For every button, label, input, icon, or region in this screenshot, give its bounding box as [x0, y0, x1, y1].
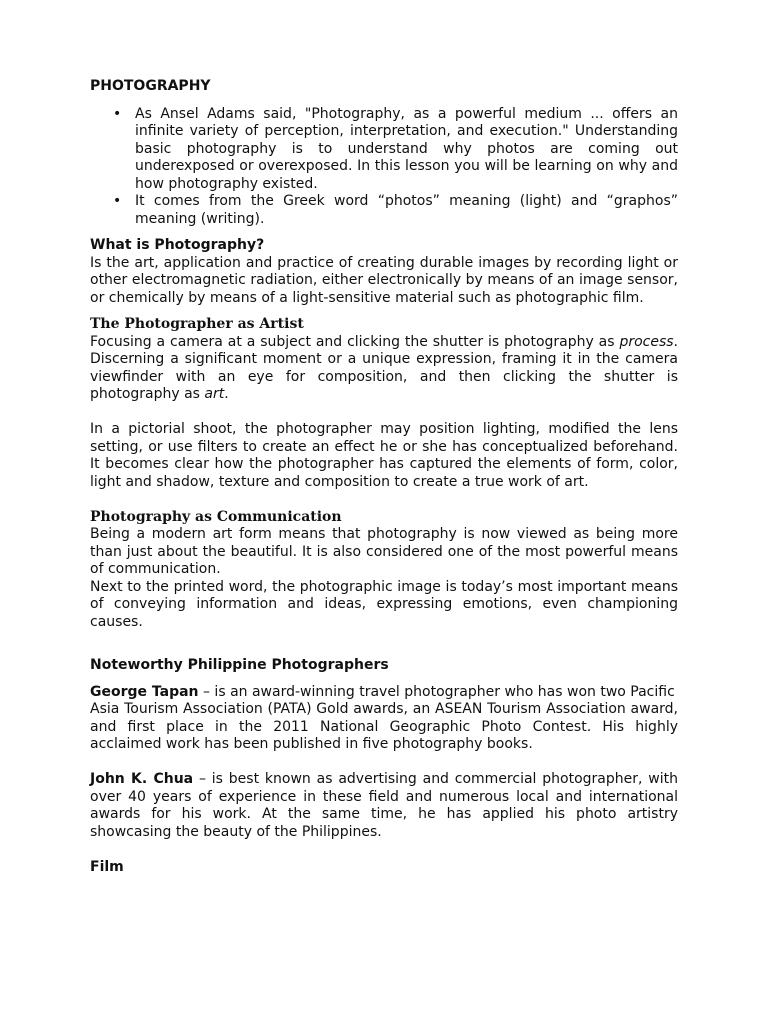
list-item [90, 106, 678, 194]
communication-paragraph-1: Being a modern art form means that photography is now viewed as being more than just about the beautiful. It is also considered one of the most powerful means of communication. [90, 526, 678, 577]
photographer-name: George Tapan [90, 683, 199, 700]
photographers-heading: Noteworthy Philippine Photographers [90, 657, 389, 673]
emphasis-art: art [204, 386, 225, 402]
tapan-line-1: George Tapan – is an award-winning travel photographer who has won two Pacific [90, 683, 675, 700]
what-is-body: Is the art, application and practice of creating durable images by recording light or other electromagnetic radiation, either electronically by means of an image sensor, or chemically by means of a light-sensitive material such as photographic film. [90, 254, 678, 306]
what-is-heading: What is Photography? [90, 237, 265, 253]
communication-paragraph-2: Next to the printed word, the photographic image is today’s most important means of conveying information and ideas, expressing emotions, even championing causes. [90, 578, 678, 630]
chua-paragraph: John K. Chua – is best known as advertising and commercial photographer, with over 40 years of experience in these field and numerous local and international awards for his work. At the same time, he has applied his photo artistry showcasing the beauty of the Philippines. [90, 771, 678, 840]
intro-bullet-list [90, 106, 678, 229]
photographer-name: John K. Chua [90, 771, 194, 787]
bullet-text-1: As Ansel Adams said, "Photography, as a powerful medium ... offers an infinite variety of perception, interpretation, and execution." Understanding basic photography is to understand why photos are coming out underexposed or overexposed. In this lesson you will be learning on why and how photography existed. [135, 105, 678, 192]
list-item [90, 193, 678, 228]
artist-heading: The Photographer as Artist [90, 316, 304, 332]
bullet-icon: • [113, 105, 122, 122]
artist-paragraph-2: In a pictorial shoot, the photographer may position lighting, modified the lens setting, or use filters to create an effect he or she has conceptualized beforehand. It becomes clear how the photographer has captured the elements of form, color, light and shadow, texture and composition to create a true work of art. [90, 421, 678, 490]
bullet-text-2: It comes from the Greek word “photos” meaning (light) and “graphos” meaning (writing). [135, 193, 678, 227]
document-page [90, 78, 678, 876]
bullet-icon: • [113, 193, 122, 209]
artist-paragraph-1: Focusing a camera at a subject and clicking the shutter is photography as process. Discerning a significant moment or a unique expression, framing it in the camera viewfinder with an eye for composition, and then clicking the shutter is photography as art. [90, 333, 678, 402]
tapan-paragraph: Asia Tourism Association (PATA) Gold awards, an ASEAN Tourism Association award, and first place in the 2011 National Geographic Photo Contest. His highly acclaimed work has been published in five photography books. [90, 701, 678, 752]
document-title: PHOTOGRAPHY [90, 78, 211, 94]
communication-heading: Photography as Communication [90, 508, 342, 525]
emphasis-process: process [619, 333, 674, 350]
film-heading: Film [90, 858, 124, 875]
